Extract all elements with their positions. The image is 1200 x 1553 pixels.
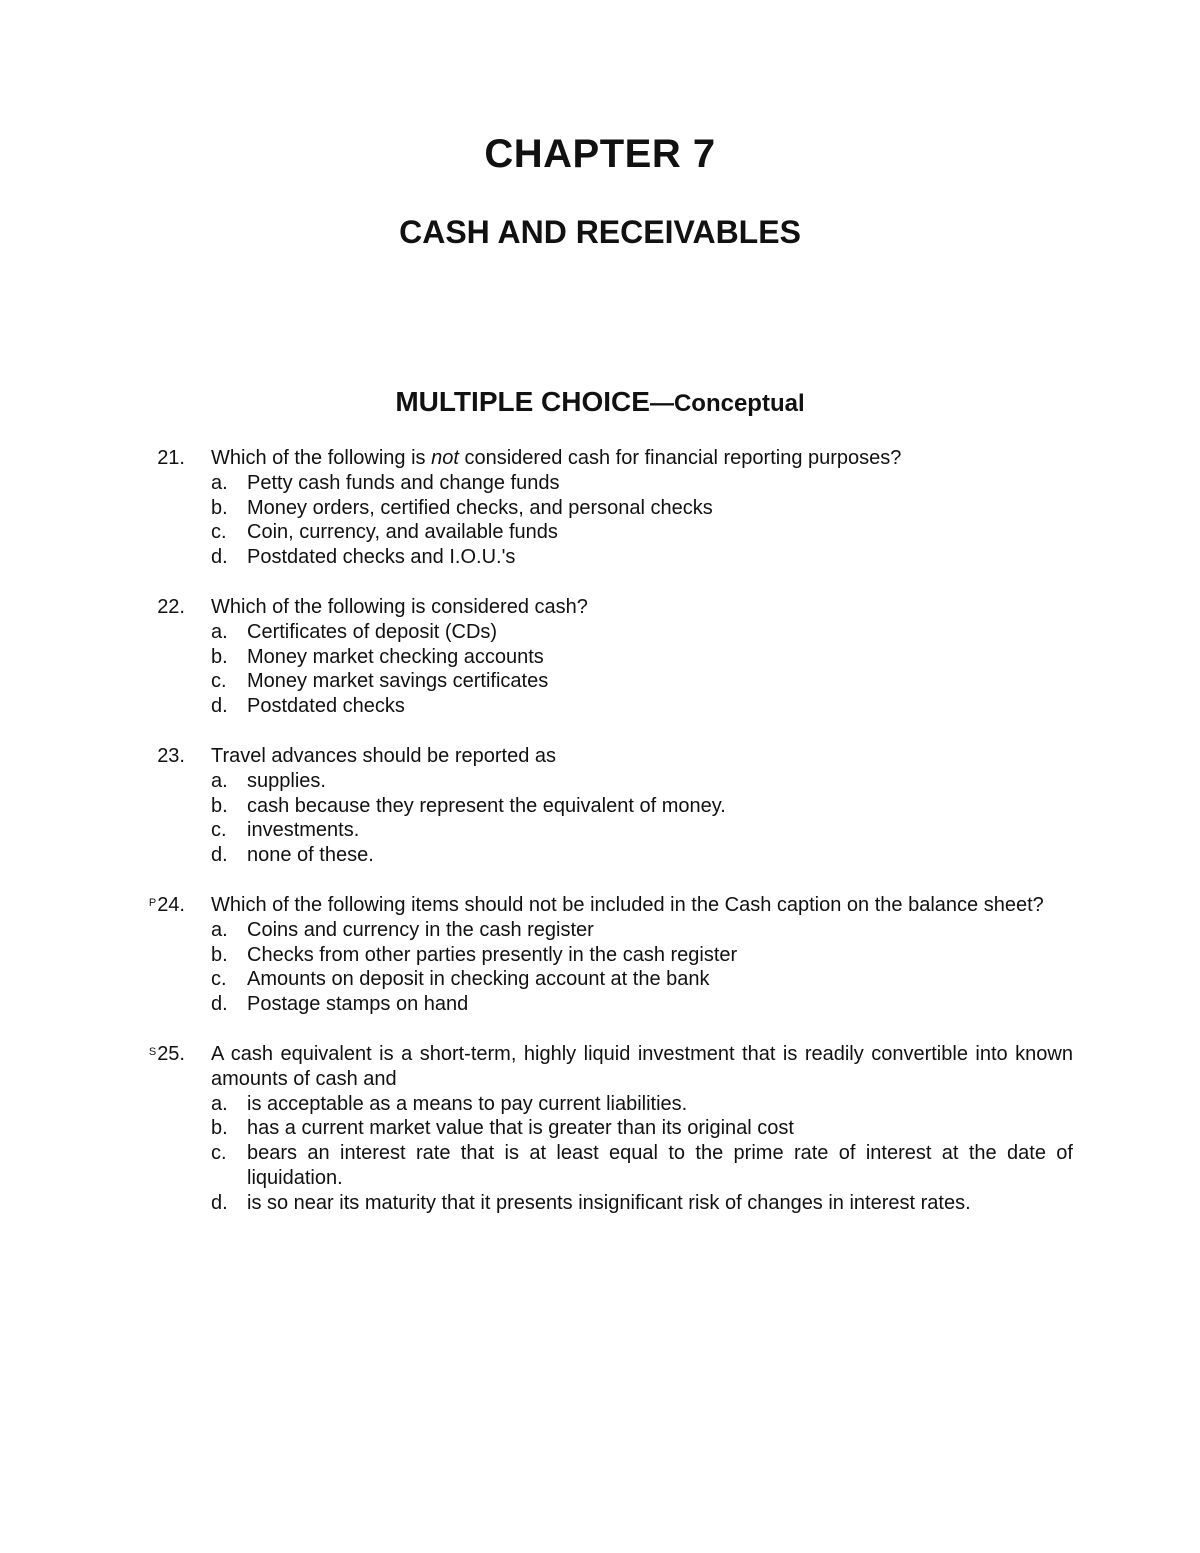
question-number-text: 24.: [157, 893, 185, 916]
option-letter: c.: [211, 1142, 227, 1165]
answer-option-a: [211, 918, 1073, 943]
option-text: Petty cash funds and change funds: [247, 471, 560, 494]
option-letter: c.: [211, 521, 227, 544]
question-number-text: 23.: [157, 744, 185, 767]
answer-options: [0, 1092, 1200, 1216]
answer-option-a: [211, 1092, 1073, 1117]
question-text-part: considered cash for financial reporting purposes?: [458, 447, 902, 469]
answer-options: [0, 918, 1200, 1017]
answer-option-c: [211, 818, 1073, 843]
option-text: Coins and currency in the cash register: [247, 918, 594, 941]
answer-options: [0, 620, 1200, 719]
section-heading-main: MULTIPLE CHOICE: [395, 386, 650, 417]
question-text-emphasis: not: [431, 447, 459, 469]
option-text: Postage stamps on hand: [247, 993, 469, 1016]
question-number: [135, 893, 185, 918]
question-marker: P: [148, 896, 157, 909]
option-text: Postdated checks and I.O.U.'s: [247, 546, 516, 569]
answer-option-a: [211, 471, 1073, 496]
question-number: [135, 446, 185, 471]
question-21: [0, 446, 1200, 570]
option-letter: a.: [211, 918, 228, 941]
option-text: is so near its maturity that it presents insignificant risk of changes in interest rates.: [247, 1191, 971, 1214]
question-number-text: 25.: [157, 1042, 185, 1065]
option-letter: d.: [211, 993, 228, 1016]
option-text: is acceptable as a means to pay current liabilities.: [247, 1092, 688, 1115]
option-letter: c.: [211, 968, 227, 991]
option-text: Postdated checks: [247, 695, 405, 718]
question-text: Which of the following is considered cash?: [211, 595, 588, 618]
section-heading: [0, 386, 1200, 418]
answer-option-d: [211, 545, 1073, 570]
question-text: [211, 446, 1073, 471]
option-letter: d.: [211, 844, 228, 867]
answer-option-b: [211, 943, 1073, 968]
option-letter: a.: [211, 1092, 228, 1115]
option-text: Amounts on deposit in checking account at the bank: [247, 968, 710, 991]
question-text-part: Which of the following is: [211, 447, 432, 469]
option-text: supplies.: [247, 769, 326, 792]
option-letter: d.: [211, 1191, 228, 1214]
question-marker: S: [148, 1045, 157, 1058]
option-letter: c.: [211, 819, 227, 842]
chapter-subtitle: CASH AND RECEIVABLES: [399, 214, 801, 250]
option-text: Checks from other parties presently in the cash register: [247, 943, 738, 966]
question-22: [0, 595, 1200, 719]
answer-option-d: [211, 1191, 1073, 1216]
question-number-text: 21.: [157, 447, 185, 469]
option-text: Money orders, certified checks, and personal checks: [247, 496, 713, 519]
option-letter: d.: [211, 546, 228, 569]
question-number: [135, 744, 185, 769]
option-letter: d.: [211, 695, 228, 718]
answer-option-c: [211, 669, 1073, 694]
question-23: [0, 744, 1200, 868]
option-letter: a.: [211, 471, 228, 494]
section-heading-dash: —: [649, 390, 674, 417]
answer-option-a: [211, 620, 1073, 645]
answer-option-d: [211, 843, 1073, 868]
option-letter: b.: [211, 1117, 228, 1140]
option-text: cash because they represent the equivalent of money.: [247, 794, 726, 817]
option-text: bears an interest rate that is at least equal to the prime rate of interest at the date of liquidation.: [247, 1142, 1073, 1189]
answer-option-b: [211, 645, 1073, 670]
option-text: none of these.: [247, 844, 374, 867]
option-letter: a.: [211, 769, 228, 792]
option-letter: a.: [211, 620, 228, 643]
option-letter: b.: [211, 496, 228, 519]
answer-option-d: [211, 992, 1073, 1017]
option-letter: b.: [211, 645, 228, 668]
answer-option-d: [211, 694, 1073, 719]
answer-option-b: [211, 1116, 1073, 1141]
question-list: [0, 446, 1200, 1241]
answer-option-c: [211, 1141, 1073, 1191]
answer-option-c: [211, 967, 1073, 992]
question-number-text: 22.: [157, 595, 185, 618]
question-text: Which of the following items should not be included in the Cash caption on the balance sheet?: [211, 893, 1044, 916]
option-text: Money market savings certificates: [247, 670, 549, 693]
question-25: [0, 1042, 1200, 1216]
option-text: investments.: [247, 819, 360, 842]
option-letter: b.: [211, 943, 228, 966]
answer-option-b: [211, 794, 1073, 819]
section-heading-sub: Conceptual: [673, 390, 805, 417]
option-text: Money market checking accounts: [247, 645, 544, 668]
answer-options: [0, 471, 1200, 570]
answer-option-c: [211, 520, 1073, 545]
option-letter: c.: [211, 670, 227, 693]
answer-options: [0, 769, 1200, 868]
question-number: [135, 1042, 185, 1067]
option-text: has a current market value that is greater than its original cost: [247, 1117, 794, 1140]
chapter-title: CHAPTER 7: [484, 132, 716, 176]
answer-option-a: [211, 769, 1073, 794]
option-text: Coin, currency, and available funds: [247, 521, 558, 544]
question-24: [0, 893, 1200, 1017]
question-number: [135, 595, 185, 620]
option-letter: b.: [211, 794, 228, 817]
question-text: Travel advances should be reported as: [211, 744, 557, 767]
question-text: A cash equivalent is a short-term, highly liquid investment that is readily convertible into known amounts of cash and: [211, 1042, 1073, 1090]
option-text: Certificates of deposit (CDs): [247, 620, 498, 643]
answer-option-b: [211, 496, 1073, 521]
